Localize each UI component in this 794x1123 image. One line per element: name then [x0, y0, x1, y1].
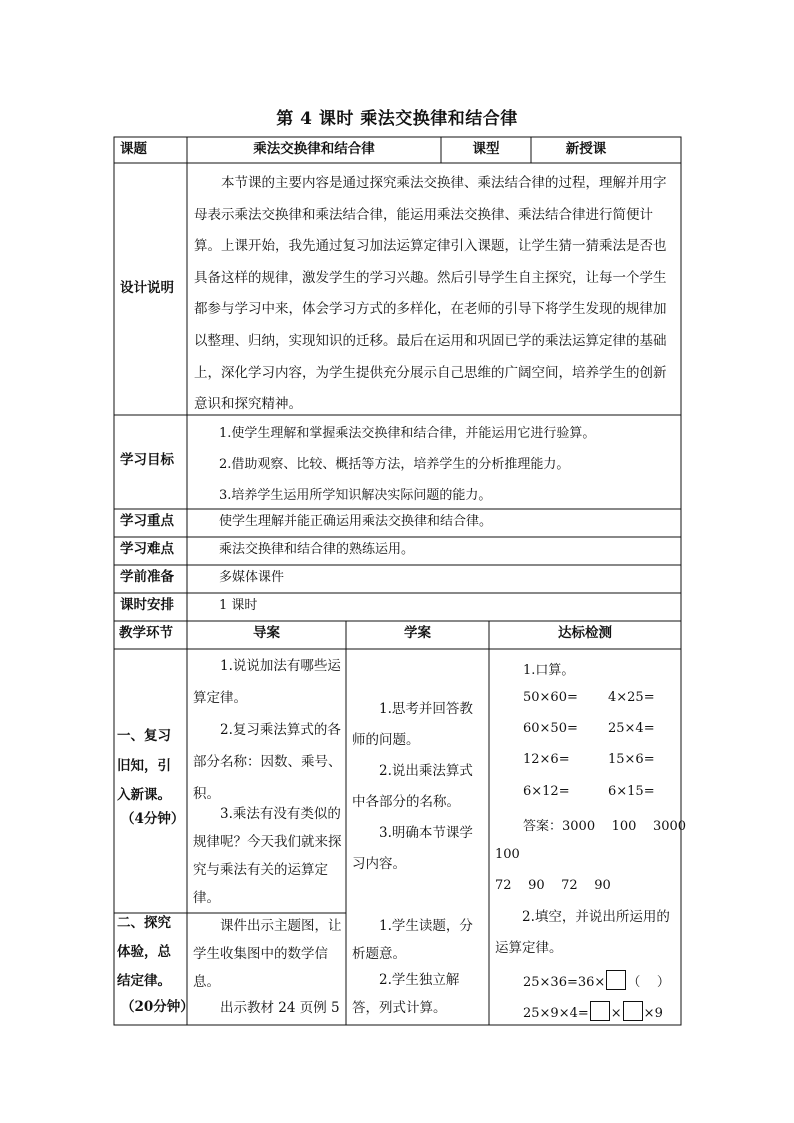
check-answer: 72 90 72 90	[495, 878, 611, 893]
check-pair-right: 15×6=	[608, 752, 655, 767]
course-type-value: 新授课	[565, 141, 607, 157]
stage2-guide-item: 课件出示主题图，让学生收集图中的数学信息。	[193, 918, 342, 990]
stage1-label-line: 旧知，引	[117, 758, 171, 774]
stage2-guide-item: 出示教材 24 页例 5	[220, 1000, 340, 1016]
check-fill-1: 25×36=36× （ ）	[523, 970, 670, 990]
schedule-value: 1 课时	[219, 598, 258, 613]
answer-box[interactable]	[590, 1001, 610, 1021]
check-q2: 2.填空，并说出所运用的运算定律。	[495, 909, 670, 956]
stage1-label-line: 一、复习	[117, 728, 171, 744]
schedule-label: 课时安排	[120, 597, 174, 613]
difficulty-value: 乘法交换律和结合律的熟练运用。	[219, 542, 415, 557]
design-label: 设计说明	[120, 280, 174, 296]
goals-label: 学习目标	[120, 452, 174, 468]
course-type-label: 课型	[472, 141, 500, 157]
stage1-guide-item: 2.复习乘法算式的各部分名称：因数、乘号、积。	[193, 722, 342, 802]
stage1-learn-item: 3.明确本节课学习内容。	[352, 825, 473, 872]
check-pair-left: 12×6=	[523, 752, 570, 767]
stage2-learn-item: 1.学生读题，分析题意。	[352, 918, 473, 962]
stage1-guide-item: 3.乘法有没有类似的规律呢？今天我们就来探究与乘法有关的运算定律。	[193, 806, 342, 906]
page-title: 第 4 课时 乘法交换律和结合律	[276, 109, 518, 129]
check-answer: 答案：3000 100 3000	[523, 819, 687, 834]
check-q1: 1.口算。	[523, 663, 575, 678]
answer-box[interactable]	[606, 970, 626, 990]
stage2-label-line: 二、探究	[117, 915, 171, 931]
stage1-learn-item: 1.思考并回答教师的问题。	[352, 701, 473, 748]
check-pair-left: 60×50=	[523, 721, 578, 736]
goal-item: 1.使学生理解和掌握乘法交换律和结合律，并能运用它进行验算。	[219, 426, 596, 441]
check-pair-right: 4×25=	[608, 690, 655, 705]
check-fill-2: 25×9×4= × ×9	[523, 1001, 663, 1021]
goal-item: 2.借助观察、比较、概括等方法，培养学生的分析推理能力。	[219, 457, 570, 472]
stage1-guide-item: 1.说说加法有哪些运算定律。	[193, 658, 341, 706]
col-learn: 学案	[404, 625, 431, 641]
col-guide: 导案	[253, 625, 280, 641]
check-answer: 100	[495, 847, 520, 862]
design-text: 本节课的主要内容是通过探究乘法交换律、乘法结合律的过程，理解并用字母表示乘法交换律和乘法结合律，能运用乘法交换律、乘法结合律进行简便计算。上课开始，我先通过复习加法运算定律引入课题，让学生猜一猜乘法是否也具备这样的规律，激发学生的学习兴趣。然后引导学生自主探究，让每一个学生都参与学习中来，体会学习方式的多样化，在老师的引导下将学生发现的规律加以整理、归纳，实现知识的迁移。最后在运用和巩固已学的乘法运算定律的基础上，深化学习内容，为学生提供充分展示自己思维的广阔空间，培养学生的创新意识和探究精神。	[194, 175, 667, 413]
stage1-label-line: （4分钟）	[121, 811, 185, 827]
stage1-learn-item: 2.说出乘法算式中各部分的名称。	[352, 763, 473, 810]
check-pair-left: 6×12=	[523, 784, 570, 799]
focus-label: 学习重点	[120, 513, 174, 529]
stage2-label-line: 体验，总	[117, 944, 171, 960]
difficulty-label: 学习难点	[120, 541, 174, 557]
course-value: 乘法交换律和结合律	[253, 141, 375, 157]
stage1-label-line: 入新课。	[117, 787, 171, 803]
col-stage: 教学环节	[119, 625, 173, 641]
answer-box[interactable]	[623, 1001, 643, 1021]
check-pair-right: 25×4=	[608, 721, 655, 736]
focus-value: 使学生理解并能正确运用乘法交换律和结合律。	[219, 514, 493, 529]
check-pair-right: 6×15=	[608, 784, 655, 799]
goal-item: 3.培养学生运用所学知识解决实际问题的能力。	[219, 488, 492, 503]
col-check: 达标检测	[558, 625, 612, 641]
course-label: 课题	[120, 141, 147, 157]
stage2-label-line: 结定律。	[117, 973, 171, 989]
prep-label: 学前准备	[120, 569, 174, 585]
stage2-label-line: （20分钟）	[121, 999, 194, 1015]
stage2-learn-item: 2.学生独立解答，列式计算。	[352, 972, 460, 1016]
prep-value: 多媒体课件	[219, 570, 285, 585]
check-pair-left: 50×60=	[523, 690, 578, 705]
